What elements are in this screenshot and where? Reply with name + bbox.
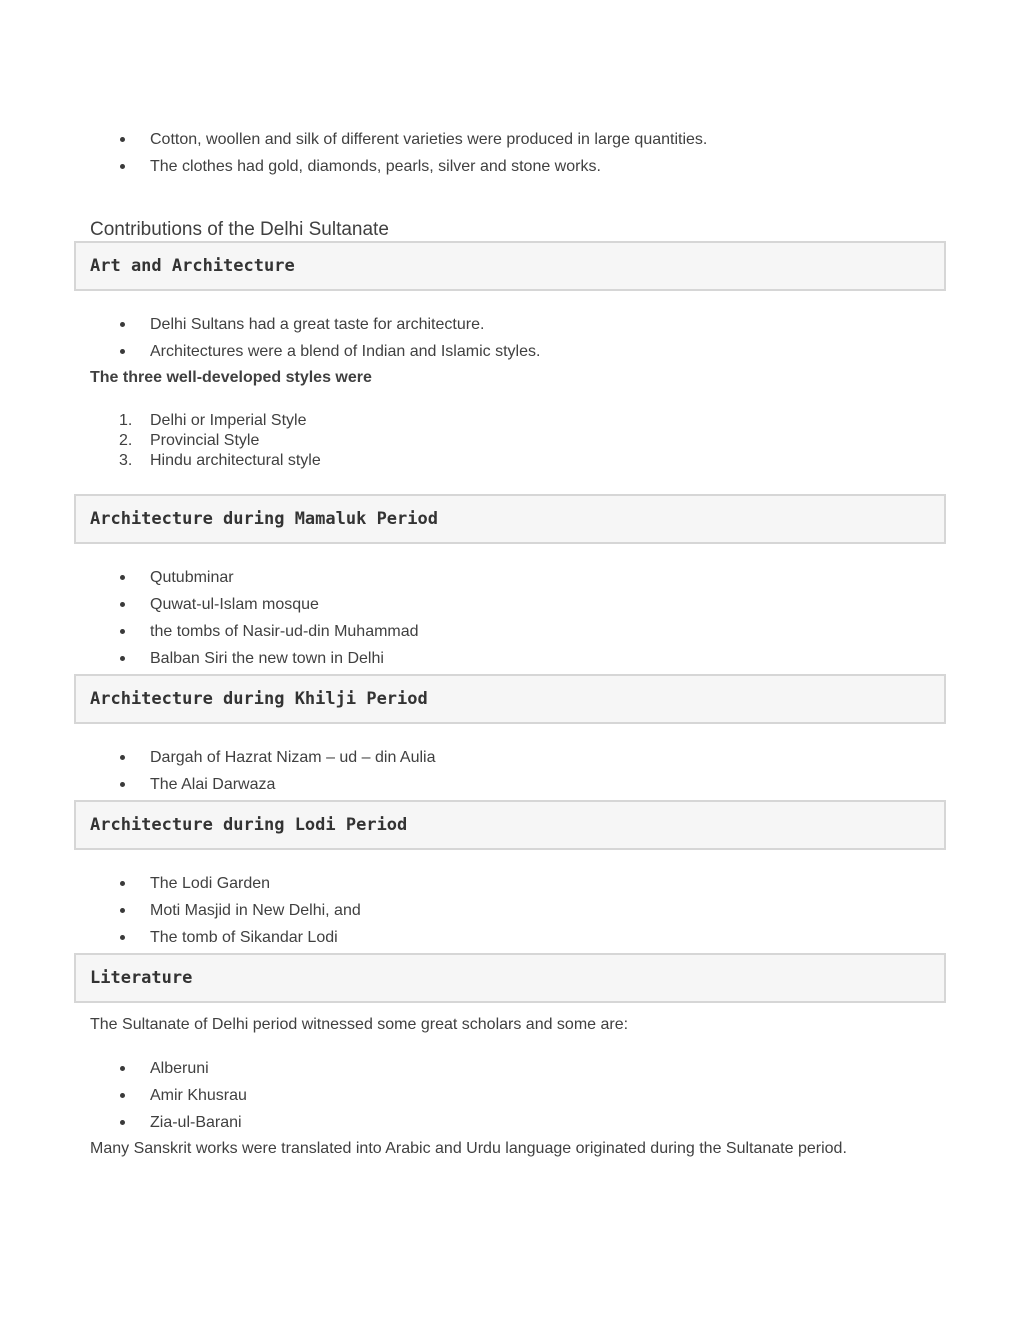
list-item [0,315,1020,337]
list-item-text: the tombs of Nasir-ud-din Muhammad [150,623,419,640]
list-number: 3. [119,452,133,469]
bullet-icon [120,656,125,661]
list-item [0,928,1020,950]
list-item [0,1059,1020,1081]
list-item [0,901,1020,923]
heading-box-label: Literature [90,968,193,988]
list-item-text: Cotton, woollen and silk of different varieties were produced in large quantities. [150,131,708,148]
list-item [0,1086,1020,1108]
numbered-item [0,451,1020,471]
heading-box-literature [74,953,946,1003]
list-item [0,595,1020,617]
list-item-text: Delhi or Imperial Style [150,412,307,429]
list-item-text: Qutubminar [150,569,234,586]
bullet-icon [120,575,125,580]
literature-intro: The Sultanate of Delhi period witnessed some great scholars and some are: [90,1016,629,1033]
heading-box-art [74,241,946,291]
bullet-icon [120,1093,125,1098]
heading-box-khilji [74,674,946,724]
list-item [0,342,1020,364]
list-item [0,649,1020,671]
heading-box-label: Art and Architecture [90,256,295,276]
list-item-text: Zia-ul-Barani [150,1114,242,1131]
list-item [0,130,1020,152]
bullet-icon [120,782,125,787]
list-item-text: Dargah of Hazrat Nizam – ud – din Aulia [150,749,436,766]
bullet-icon [120,164,125,169]
list-item-text: Alberuni [150,1060,209,1077]
heading-box-lodi [74,800,946,850]
heading-box-label: Architecture during Mamaluk Period [90,509,438,529]
list-item-text: Provincial Style [150,432,260,449]
list-item [0,568,1020,590]
list-item-text: Moti Masjid in New Delhi, and [150,902,361,919]
list-item-text: The tomb of Sikandar Lodi [150,929,338,946]
list-item-text: The Lodi Garden [150,875,271,892]
list-item-text: Delhi Sultans had a great taste for architecture. [150,316,485,333]
list-item-text: Balban Siri the new town in Delhi [150,650,384,667]
bullet-icon [120,935,125,940]
bullet-icon [120,1120,125,1125]
bullet-icon [120,755,125,760]
list-item [0,1113,1020,1135]
bullet-icon [120,602,125,607]
list-item [0,748,1020,770]
list-item [0,622,1020,644]
bullet-icon [120,322,125,327]
bullet-icon [120,1066,125,1071]
list-number: 2. [119,432,133,449]
bullet-icon [120,349,125,354]
styles-intro: The three well-developed styles were [90,369,372,386]
list-item-text: Architectures were a blend of Indian and Islamic styles. [150,343,541,360]
heading-box-mamaluk [74,494,946,544]
bullet-icon [120,629,125,634]
list-item [0,874,1020,896]
numbered-item [0,411,1020,431]
list-item-text: The clothes had gold, diamonds, pearls, silver and stone works. [150,158,601,175]
numbered-item [0,431,1020,451]
bullet-icon [120,908,125,913]
bullet-icon [120,881,125,886]
list-number: 1. [119,412,133,429]
section-title: Contributions of the Delhi Sultanate [90,219,389,240]
list-item-text: Amir Khusrau [150,1087,247,1104]
list-item-text: The Alai Darwaza [150,776,276,793]
bullet-icon [120,137,125,142]
heading-box-label: Architecture during Khilji Period [90,689,428,709]
closing-paragraph: Many Sanskrit works were translated into Arabic and Urdu language originated during the Sultanate period. [90,1140,847,1157]
list-item-text: Quwat-ul-Islam mosque [150,596,319,613]
heading-box-label: Architecture during Lodi Period [90,815,408,835]
list-item-text: Hindu architectural style [150,452,321,469]
list-item [0,157,1020,179]
list-item [0,775,1020,797]
